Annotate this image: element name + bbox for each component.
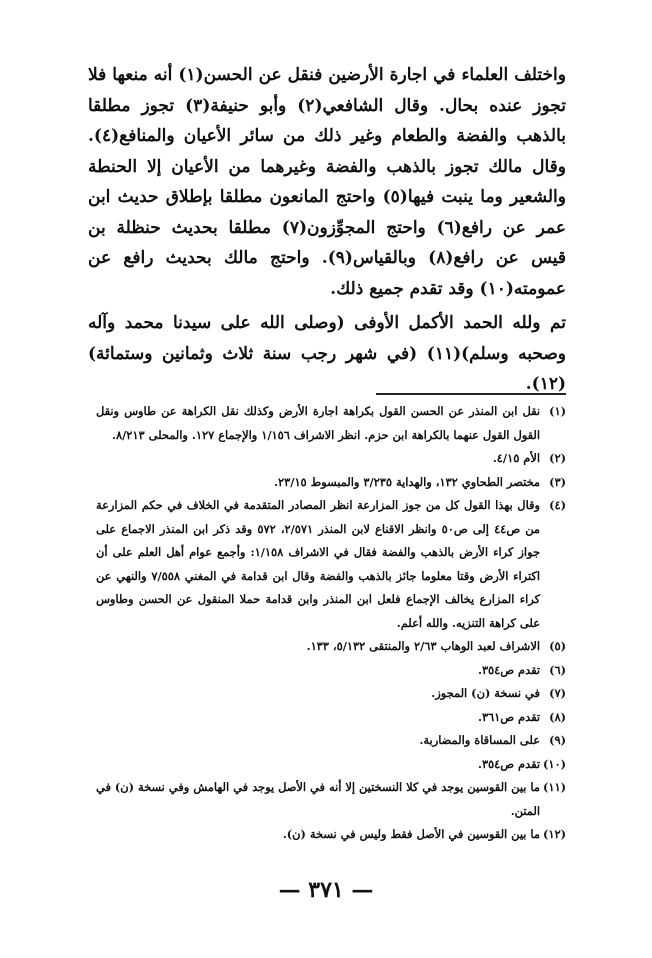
main-text bbox=[88, 60, 566, 400]
footnote-6 bbox=[96, 659, 566, 683]
footnote-text: وقال بهذا القول كل من جوز المزارعة انظر المصادر المتقدمة في الخلاف في حكم المزارعة من ص٤٤ إلى ص٥٠ وانظر الاقناع لابن المنذر ٢/٥٧١، ٥٧٢ وقد ذكر ابن المنذر الاجماع على جواز كراء الأرض بالذهب والفضة فقال في الاشراف ١/١٥٨: وأجمع عوام أهل العلم على أن اكتراء الأرض وقتا معلوما جائز بالذهب والفضة وقال ابن قدامة في المغني ٧/٥٥٨ والنهي عن كراء المزارع يخالف الإجماع فلعل ابن المنذر وابن قدامة حملا المنقول عن الحسن وطاوس على كراهة التنزيه. والله أعلم. bbox=[96, 498, 540, 630]
footnote-text: تقدم ص٣٥٤. bbox=[477, 662, 540, 677]
footnote-3 bbox=[96, 471, 566, 495]
footnote-separator bbox=[376, 393, 566, 395]
footnote-12 bbox=[96, 823, 566, 847]
footnote-4 bbox=[96, 494, 566, 635]
footnote-text: الأم ٤/١٥. bbox=[492, 451, 540, 465]
footnotes bbox=[96, 400, 566, 847]
paragraph-2: تم ولله الحمد الأكمل الأوفى (وصلى الله على سيدنا محمد وآله وصحبه وسلم)(١١) (في شهر رجب سنة ثلاث وثمانين وستمائة)(١٢). bbox=[88, 313, 566, 394]
footnote-number: (٤) bbox=[549, 498, 566, 512]
footnote-number: (١٠) bbox=[542, 756, 566, 771]
footnote-number: (١٢) bbox=[542, 827, 566, 841]
footnote-9 bbox=[96, 729, 566, 753]
footnote-number: (٣) bbox=[549, 474, 566, 489]
footnote-number: (١١) bbox=[542, 780, 566, 794]
footnote-text: ما بين القوسين في الأصل فقط وليس في نسخة (ن). bbox=[282, 827, 540, 841]
footnote-11 bbox=[96, 776, 566, 823]
footnote-text: نقل ابن المنذر عن الحسن القول بكراهة اجارة الأرض وكذلك نقل الكراهة عن طاوس ونقل القول القول عنهما بالكراهة ابن حزم. انظر الاشراف ١/١٥٦ والإجماع ١٢٧. والمحلى ٨/٢١٣. bbox=[96, 404, 540, 442]
paragraph-1: واختلف العلماء في اجارة الأرضين فنقل عن الحسن(١) أنه منعها فلا تجوز عنده بحال. وقال الشافعي(٢) وأبو حنيفة(٣) تجوز مطلقا بالذهب والفضة والطعام وغير ذلك من سائر الأعيان والمنافع(٤). وقال مالك تجوز بالذهب والفضة وغيرهما من الأعيان إلا الحنطة والشعير وما ينبت فيها(٥) واحتج المانعون مطلقا بإطلاق حديث ابن عمر عن رافع(٦) واحتج المجوِّزون(٧) مطلقا بحديث حنظلة بن قيس عن رافع(٨) وبالقياس(٩). واحتج مالك بحديث رافع عن عمومته(١٠) وقد تقدم جميع ذلك. bbox=[88, 65, 566, 299]
footnote-8 bbox=[96, 706, 566, 730]
footnote-text: تقدم ص٣٦١. bbox=[477, 709, 540, 724]
footnote-1 bbox=[96, 400, 566, 447]
footnote-text: الاشراف لعبد الوهاب ٢/٦٣ والمنتقى ٥/١٣٢، ١٣٣. bbox=[306, 639, 540, 653]
footnote-5 bbox=[96, 635, 566, 659]
footnote-7 bbox=[96, 682, 566, 706]
footnote-number: (٨) bbox=[549, 709, 566, 724]
footnote-text: مختصر الطحاوي ١٣٢، والهداية ٣/٢٣٥ والمبسوط ٢٣/١٥. bbox=[274, 474, 540, 489]
footnote-number: (٦) bbox=[549, 662, 566, 677]
footnote-text: تقدم ص٣٥٤. bbox=[477, 756, 540, 771]
footnote-number: (٧) bbox=[549, 686, 566, 700]
footnote-text: في نسخة (ن) المجوز. bbox=[431, 686, 540, 700]
footnote-number: (٢) bbox=[549, 451, 566, 465]
footnote-10 bbox=[96, 753, 566, 777]
page-number: — ٣٧١ — bbox=[278, 877, 374, 903]
footnote-number: (١) bbox=[549, 404, 566, 418]
footnote-text: ما بين القوسين يوجد في كلا النسختين إلا أنه في الأصل يوجد في الهامش وفي نسخة (ن) في المتن. bbox=[96, 780, 540, 818]
footnote-text: على المساقاة والمضاربة. bbox=[419, 733, 540, 747]
footnote-number: (٩) bbox=[549, 733, 566, 747]
footnote-2 bbox=[96, 447, 566, 471]
footnote-number: (٥) bbox=[549, 639, 566, 653]
